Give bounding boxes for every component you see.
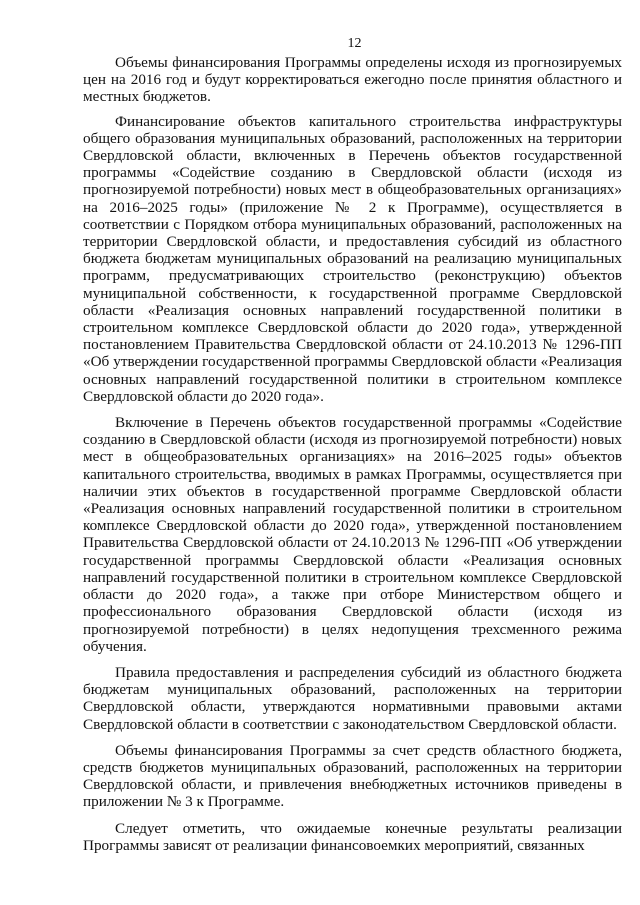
page-number: 12 — [347, 36, 362, 51]
paragraph-expected-results: Следует отметить, что ожидаемые конечные результаты реализации Программы зависят от реализации финансовоемких мероприятий, связанных — [83, 819, 622, 854]
paragraph-subsidy-rules: Правила предоставления и распределения субсидий из областного бюджета бюджетам муниципальных образований, расположенных на территории Свердловской области, утверждаются нормативными правовыми актами Свердловской области в соответствии с законодательством Свердловской области. — [83, 663, 622, 733]
paragraph-funding-sources: Объемы финансирования Программы за счет средств областного бюджета, средств бюджетов муниципальных образований, расположенных на территории Свердловской области, и привлечения внебюджетных источников приведены в приложении № 3 к Программе. — [83, 741, 622, 811]
paragraph-capital-construction-financing: Финансирование объектов капитального строительства инфраструктуры общего образования муниципальных образований, расположенных на территории Свердловской области, включенных в Перечень объектов государственной программы «Содействие созданию в Свердловской области (исходя из прогнозируемой потребности) новых мест в общеобразовательных организациях» на 2016–2025 годы» (приложение № 2 к Программе), осуществляется в соответствии с Порядком отбора муниципальных образований, расположенных на территории Свердловской области, и предоставления субсидий из областного бюджета бюджетам муниципальных образований на реализацию муниципальных программ, предусматривающих строительство (реконструкцию) объектов муниципальной собственности, к государственной программе Свердловской области «Реализация основных направлений государственной политики в строительном комплексе Свердловской области до 2020 года», утвержденной постановлением Правительства Свердловской области от 24.10.2013 № 1296-ПП «Об утверждении государственной программы Свердловской области «Реализация основных направлений государственной политики в строительном комплексе Свердловской области до 2020 года». — [83, 112, 622, 405]
paragraph-inclusion-in-list: Включение в Перечень объектов государственной программы «Содействие созданию в Свердловской области (исходя из прогнозируемой потребности) новых мест в общеобразовательных организациях» на 2016–2025 годы» объектов капитального строительства, вводимых в рамках Программы, осуществляется при наличии этих объектов в государственной программе Свердловской области «Реализация основных направлений государственной политики в строительном комплексе Свердловской области до 2020 года», утвержденной постановлением Правительства Свердловской области от 24.10.2013 № 1296-ПП «Об утверждении государственной программы Свердловской области «Реализация основных направлений государственной политики в строительном комплексе Свердловской области до 2020 года», а также при отборе Министерством общего и профессионального образования Свердловской области (исходя из прогнозируемой потребности) в целях недопущения трехсменного режима обучения. — [83, 414, 622, 655]
paragraph-financing-volumes: Объемы финансирования Программы определены исходя из прогнозируемых цен на 2016 год и будут корректироваться ежегодно после принятия областного и местных бюджетов. — [83, 54, 622, 106]
